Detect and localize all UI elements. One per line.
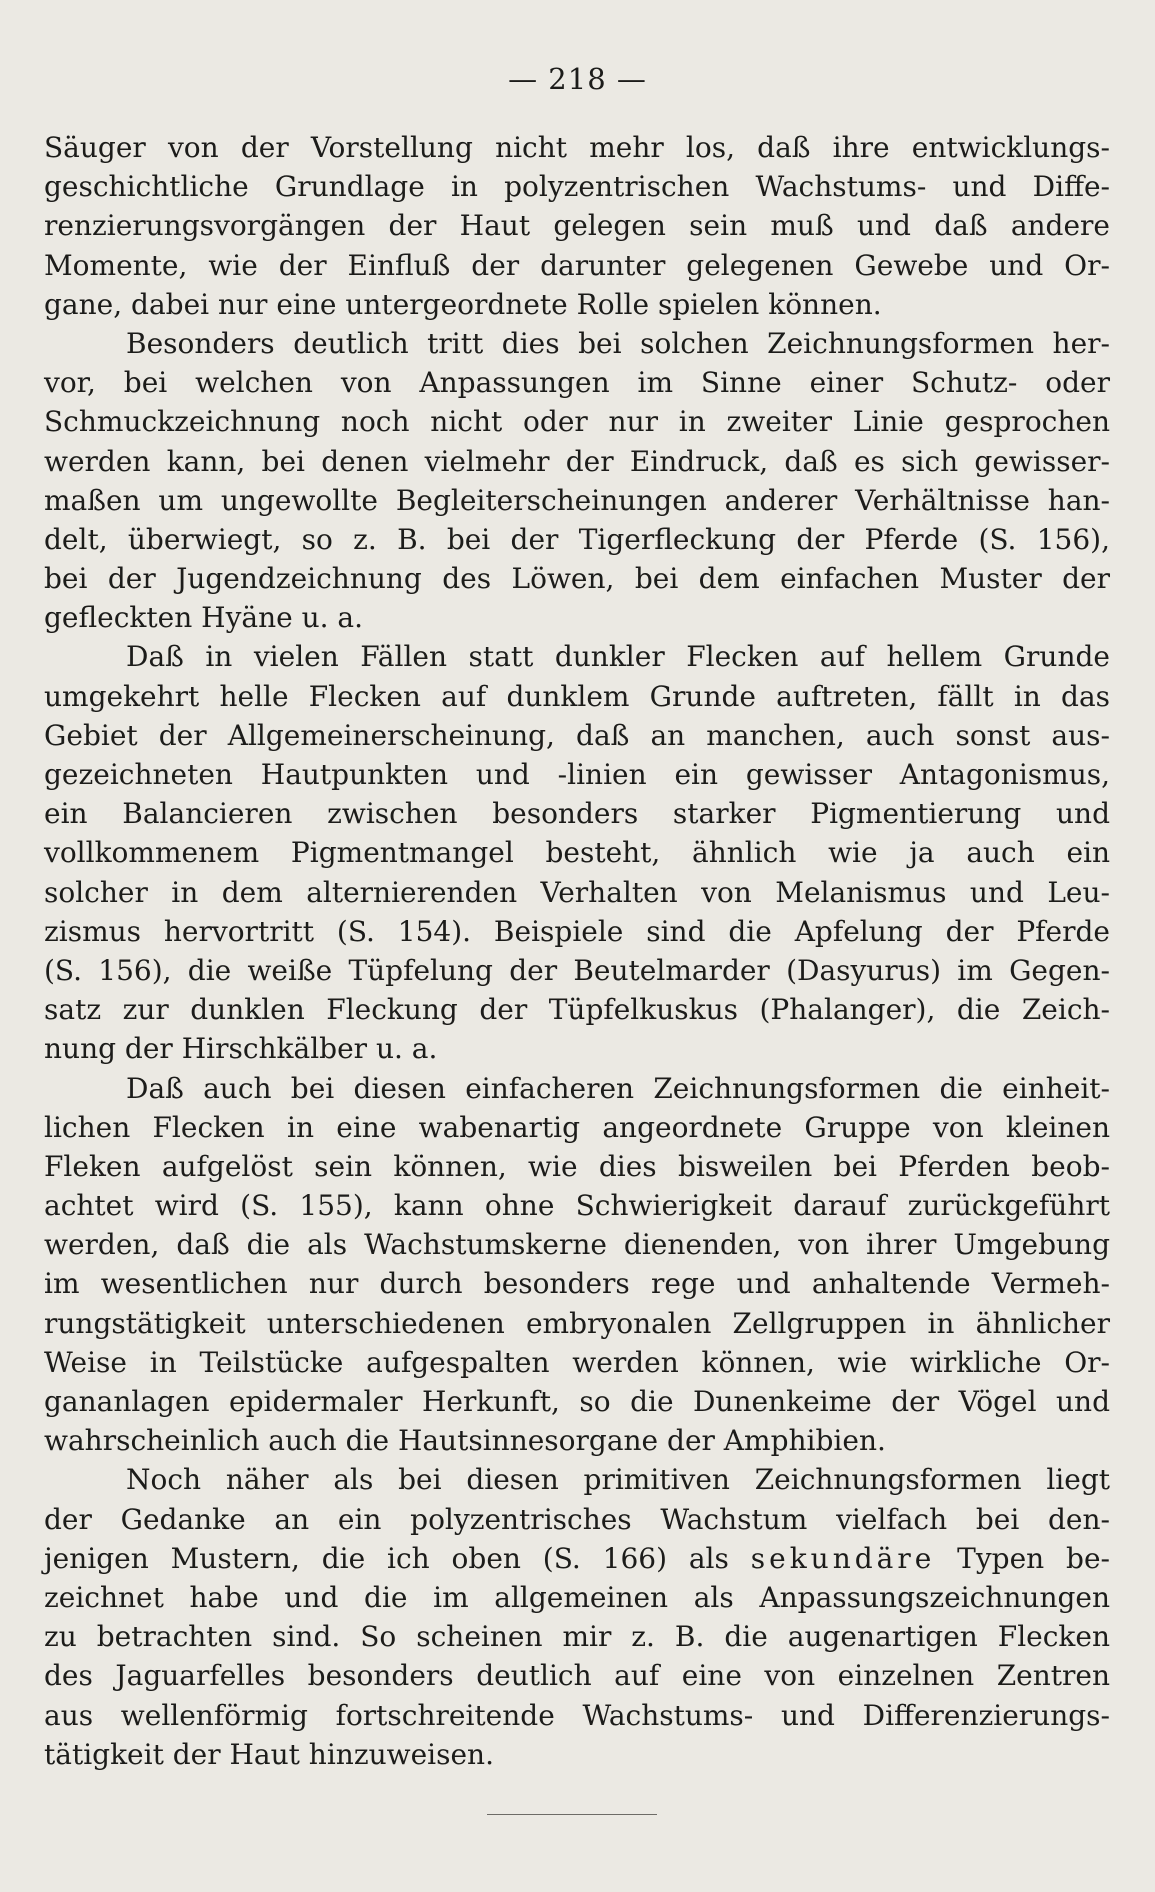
text-line: tätigkeit der Haut hinzuweisen. bbox=[44, 1737, 494, 1771]
text-line: zeichnet habe und die im allgemeinen als Anpassungszeichnungen bbox=[44, 1580, 1110, 1614]
text-line: Daß in vielen Fällen statt dunkler Flecken auf hellem Grunde bbox=[126, 640, 1110, 674]
text-line: nung der Hirschkälber u. a. bbox=[44, 1032, 438, 1066]
text-line: geschichtliche Grundlage in polyzentrischen Wachstums- und Diffe- bbox=[44, 170, 1110, 204]
text-line: Momente, wie der Einfluß der darunter gelegenen Gewebe und Or- bbox=[44, 248, 1110, 282]
text-line: Schmuckzeichnung noch nicht oder nur in zweiter Linie gesprochen bbox=[44, 405, 1110, 439]
text-line: achtet wird (S. 155), kann ohne Schwierigkeit darauf zurückgeführt bbox=[44, 1189, 1110, 1223]
text-line: rungstätigkeit unterschiedenen embryonalen Zellgruppen in ähnlicher bbox=[44, 1306, 1110, 1340]
text-line: gane, dabei nur eine untergeordnete Rolle spielen können. bbox=[44, 287, 882, 321]
text-line: delt, überwiegt, so z. B. bei der Tigerfleckung der Pferde (S. 156), bbox=[44, 522, 1110, 556]
text-line: des Jaguarfelles besonders deutlich auf eine von einzelnen Zentren bbox=[44, 1659, 1110, 1693]
text-line: werden kann, bei denen vielmehr der Eindruck, daß es sich gewisser- bbox=[44, 444, 1110, 478]
text-line: (S. 156), die weiße Tüpfelung der Beutelmarder (Dasyurus) im Gegen- bbox=[44, 953, 1110, 987]
text-line: jenigen Mustern, die ich oben (S. 166) als sekundäre Typen be- bbox=[44, 1541, 1110, 1575]
text-line: Fleken aufgelöst sein können, wie dies bisweilen bei Pferden beob- bbox=[44, 1149, 1110, 1183]
text-line: Gebiet der Allgemeinerscheinung, daß an manchen, auch sonst aus- bbox=[44, 718, 1110, 752]
text-line: zu betrachten sind. So scheinen mir z. B. die augenartigen Flecken bbox=[44, 1620, 1110, 1654]
text-line: Weise in Teilstücke aufgespalten werden können, wie wirkliche Or- bbox=[44, 1345, 1110, 1379]
page-number: — 218 — bbox=[508, 62, 647, 96]
text-line: zismus hervortritt (S. 154). Beispiele sind die Apfelung der Pferde bbox=[44, 914, 1110, 948]
text-line: Besonders deutlich tritt dies bei solchen Zeichnungsformen her- bbox=[126, 326, 1110, 360]
text-line: wahrscheinlich auch die Hautsinnesorgane der Amphibien. bbox=[44, 1424, 886, 1458]
text-line: vor, bei welchen von Anpassungen im Sinne einer Schutz- oder bbox=[44, 366, 1110, 400]
body-text bbox=[44, 128, 1110, 1774]
text-line: umgekehrt helle Flecken auf dunklem Grunde auftreten, fällt in das bbox=[44, 679, 1110, 713]
footer-rule bbox=[487, 1814, 657, 1815]
text-line: ein Balancieren zwischen besonders starker Pigmentierung und bbox=[44, 797, 1110, 831]
text-line: vollkommenem Pigmentmangel besteht, ähnlich wie ja auch ein bbox=[44, 836, 1110, 870]
text-line: Säuger von der Vorstellung nicht mehr los, daß ihre entwicklungs- bbox=[44, 131, 1110, 164]
text-line: Daß auch bei diesen einfacheren Zeichnungsformen die einheit- bbox=[126, 1071, 1110, 1105]
text-line: im wesentlichen nur durch besonders rege und anhaltende Vermeh- bbox=[44, 1267, 1110, 1301]
text-line: renzierungsvorgängen der Haut gelegen sein muß und daß andere bbox=[44, 209, 1110, 243]
text-line: solcher in dem alternierenden Verhalten von Melanismus und Leu- bbox=[44, 875, 1110, 909]
text-line: der Gedanke an ein polyzentrisches Wachstum vielfach bei den- bbox=[44, 1502, 1110, 1536]
text-line: maßen um ungewollte Begleiterscheinungen anderer Verhältnisse han- bbox=[44, 483, 1110, 517]
text-line: Noch näher als bei diesen primitiven Zeichnungsformen liegt bbox=[126, 1463, 1110, 1497]
emphasized-term: sekundäre bbox=[750, 1541, 936, 1575]
text-line: satz zur dunklen Fleckung der Tüpfelkuskus (Phalanger), die Zeich- bbox=[44, 993, 1110, 1027]
text-line: gefleckten Hyäne u. a. bbox=[44, 601, 364, 635]
text-line: lichen Flecken in eine wabenartig angeordnete Gruppe von kleinen bbox=[44, 1110, 1110, 1144]
text-line: bei der Jugendzeichnung des Löwen, bei dem einfachen Muster der bbox=[44, 562, 1110, 596]
text-line: werden, daß die als Wachstumskerne dienenden, von ihrer Umgebung bbox=[44, 1228, 1110, 1262]
text-line: gezeichneten Hautpunkten und -linien ein gewisser Antagonismus, bbox=[44, 758, 1110, 791]
text-line: gananlagen epidermaler Herkunft, so die Dunenkeime der Vögel und bbox=[44, 1385, 1110, 1418]
text-line: aus wellenförmig fortschreitende Wachstums- und Differenzierungs- bbox=[44, 1698, 1110, 1732]
